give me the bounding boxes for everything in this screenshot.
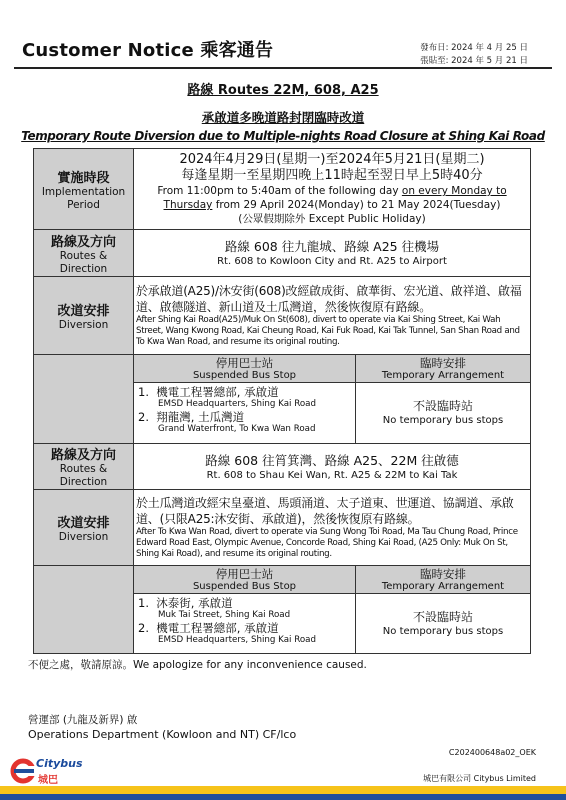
copyright: 城巴有限公司 Citybus Limited	[423, 774, 536, 783]
section1-diversion-label-en: Diversion	[58, 318, 109, 331]
notice-title: Customer Notice 乘客通告	[22, 40, 274, 61]
section2-diversion-en: After To Kwa Wan Road, divert to operate via Sung Wong Toi Road, Ma Tau Chung Road, Prince Edward Road East, Olympic Avenue, Concorde Road, Shing Kai Road, (A25 Only: Muk On St, Shing Kai Road), and resume its original routing.	[136, 527, 518, 559]
section2-stops-header	[134, 566, 356, 594]
section2-route	[134, 444, 531, 490]
implementation-label	[34, 149, 134, 230]
section1-stops-header-zh: 停用巴士站	[215, 355, 274, 370]
stop-name-en: EMSD Headquarters, Shing Kai Road	[158, 635, 317, 645]
logo-text-en: Citybus	[36, 757, 83, 770]
post-date: 張貼至: 2024 年 5 月 21 日	[420, 56, 528, 66]
section2-stops-header-row	[34, 566, 531, 594]
stop-name-zh: 1. 沐泰街, 承啟道	[138, 596, 233, 610]
list-item	[138, 596, 351, 621]
section1-route	[134, 230, 531, 277]
section1-stops-header-en: Suspended Bus Stop	[192, 369, 297, 381]
notice-dates	[420, 42, 528, 68]
implementation-label-zh: 實施時段	[57, 170, 110, 186]
stop-name-en: EMSD Headquarters, Shing Kai Road	[158, 399, 317, 409]
section1-diversion-label-zh: 改道安排	[57, 303, 110, 319]
section1-route-en: Rt. 608 to Kowloon City and Rt. A25 to Airport	[217, 256, 447, 267]
logo-text-zh: 城巴	[38, 775, 58, 786]
stop-name-zh: 1. 機電工程署總部, 承啟道	[138, 385, 279, 399]
department-zh: 營運部 (九龍及新界) 啟	[28, 714, 138, 726]
section2-diversion-label	[34, 490, 134, 566]
section2-arr-header-en: Temporary Arrangement	[381, 580, 505, 592]
section1-stops-header	[134, 355, 356, 383]
list-item	[138, 410, 351, 435]
section1-diversion-label	[34, 277, 134, 355]
subtitle-zh: 承啟道多晚道路封閉臨時改道	[201, 110, 365, 125]
stop-name-en: Muk Tai Street, Shing Kai Road	[158, 610, 291, 620]
implementation-times: 每逢星期一至星期四晚上11時起至翌日早上5時40分	[181, 168, 483, 183]
section2-arr-header-zh: 臨時安排	[420, 566, 466, 581]
section1-route-zh: 路線 608 往九龍城、路線 A25 往機場	[224, 239, 440, 254]
section1-route-label-en2: Direction	[59, 262, 108, 275]
section1-arr-header	[356, 355, 531, 383]
section1-stops-header-row	[34, 355, 531, 383]
section2-stops	[134, 594, 356, 654]
implementation-en	[134, 184, 530, 212]
implementation-en-3: Thursday	[163, 199, 213, 211]
apology-text: 不便之處，敬請原諒。We apologize for any inconvenience caused.	[28, 659, 367, 671]
list-item	[138, 621, 351, 646]
section1-diversion-en: After Shing Kai Road(A25)/Muk On St(608), divert to operate via Kai Shing Street, Kai Wah Street, Wang Kwong Road, Kai Cheung Road, Kai Fuk Road, Kai Tak Tunnel, San Shan Road and To Kwa Wan Road, and resume its original routing.	[136, 315, 520, 347]
section2-arr-header	[356, 566, 531, 594]
section2-diversion-zh: 於土瓜灣道改經宋皇臺道、馬頭涌道、太子道東、世運道、協調道、承啟道、(只限A25:沐安街、承啟道)，然後恢復原有路線。	[136, 496, 514, 526]
implementation-content	[134, 149, 531, 230]
implementation-en-2: on every Monday to	[401, 185, 507, 197]
section1-route-label-en1: Routes &	[59, 249, 108, 262]
list-item	[138, 385, 351, 410]
section2-stops-spacer	[34, 566, 134, 654]
section1-stops-spacer	[34, 355, 134, 444]
section2-diversion-row	[34, 490, 531, 566]
section1-arr-en: No temporary bus stops	[382, 415, 504, 426]
implementation-en-1: From 11:00pm to 5:40am of the following day	[157, 185, 402, 197]
section2-arrangement	[356, 594, 531, 654]
brand-stripe-blue	[0, 794, 566, 800]
section1-diversion-row	[34, 277, 531, 355]
section1-diversion-zh: 於承啟道(A25)/沐安街(608)改經啟成街、啟華街、宏光道、啟祥道、啟福道、啟德隧道、新山道及土瓜灣道，然後恢復原有路線。	[136, 284, 522, 314]
implementation-exception: (公眾假期除外 Except Public Holiday)	[238, 213, 426, 225]
header-divider	[14, 67, 552, 69]
section1-arr-header-en: Temporary Arrangement	[381, 369, 505, 381]
implementation-label-en2: Period	[67, 198, 100, 211]
section2-diversion-label-en: Diversion	[58, 530, 109, 543]
section2-route-label-zh: 路線及方向	[50, 448, 116, 463]
diversion-table	[33, 148, 531, 654]
section2-diversion	[134, 490, 531, 566]
issue-date: 發布日: 2024 年 4 月 25 日	[420, 43, 528, 53]
notice-code: C202400648a02_OEK	[448, 748, 536, 757]
implementation-en-4: from 29 April 2024(Monday) to 21 May 2024(Tuesday)	[212, 199, 501, 211]
implementation-dates: 2024年4月29日(星期一)至2024年5月21日(星期二)	[179, 152, 485, 167]
department-en: Operations Department (Kowloon and NT) CF/lco	[28, 728, 297, 741]
section1-diversion	[134, 277, 531, 355]
section1-stops	[134, 383, 356, 444]
section1-arr-zh: 不設臨時站	[412, 399, 473, 413]
stop-name-zh: 2. 機電工程署總部, 承啟道	[138, 621, 279, 635]
section2-route-row	[34, 444, 531, 490]
section1-route-label	[34, 230, 134, 277]
implementation-label-en1: Implementation	[41, 185, 126, 198]
section2-arr-en: No temporary bus stops	[382, 625, 504, 637]
section2-route-label-en1: Routes &	[59, 463, 108, 475]
implementation-row	[34, 149, 531, 230]
stop-name-zh: 2. 翔龍灣, 土瓜灣道	[138, 410, 245, 424]
subtitle-en: Temporary Route Diversion due to Multiple-nights Road Closure at Shing Kai Road	[21, 129, 545, 143]
section2-route-en: Rt. 608 to Shau Kei Wan, Rt. A25 & 22M to Kai Tak	[206, 469, 458, 481]
routes-heading: 路線 Routes 22M, 608, A25	[187, 83, 379, 98]
section1-route-label-zh: 路線及方向	[50, 234, 116, 250]
section1-arr-header-zh: 臨時安排	[420, 355, 466, 370]
section2-stops-header-en: Suspended Bus Stop	[192, 580, 297, 592]
section2-route-label-en2: Direction	[59, 476, 108, 488]
section2-arr-zh: 不設臨時站	[412, 609, 473, 624]
section2-route-zh: 路線 608 往筲箕灣、路線 A25、22M 往啟德	[205, 452, 459, 468]
section2-diversion-label-zh: 改道安排	[57, 515, 110, 531]
section2-stops-header-zh: 停用巴士站	[215, 566, 274, 581]
brand-stripe-yellow	[0, 786, 566, 794]
section1-arrangement	[356, 383, 531, 444]
section1-route-row	[34, 230, 531, 277]
section2-route-label	[34, 444, 134, 490]
stop-name-en: Grand Waterfront, To Kwa Wan Road	[158, 424, 316, 434]
